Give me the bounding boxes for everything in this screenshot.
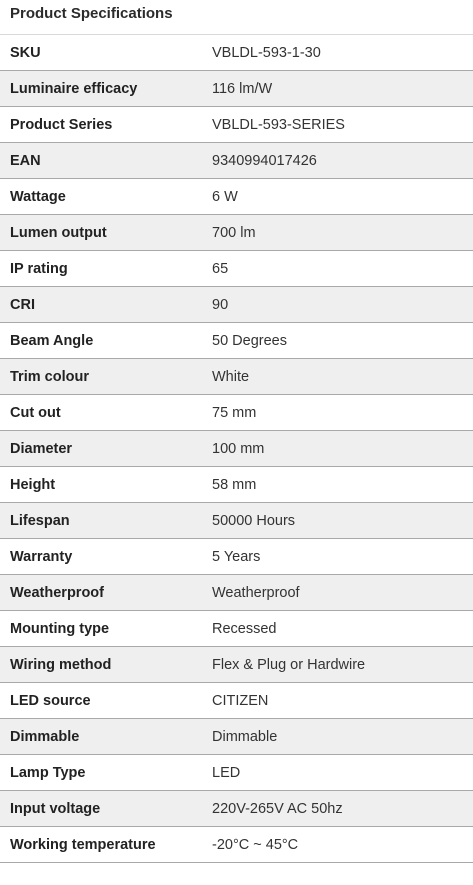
spec-row-beam-angle [0,323,473,359]
spec-label: Input voltage [10,800,101,817]
spec-value: 100 mm [212,440,265,457]
spec-row-diameter [0,431,473,467]
spec-row-ean [0,143,473,179]
spec-label: Mounting type [10,620,110,637]
spec-value: LED [212,764,241,781]
spec-label: Wattage [10,188,66,205]
spec-value: VBLDL-593-SERIES [212,116,345,133]
spec-row-wiring-method [0,647,473,683]
spec-label: EAN [10,152,41,169]
spec-row-weatherproof [0,575,473,611]
spec-label: Dimmable [10,728,80,745]
spec-row-cut-out [0,395,473,431]
spec-row-sku [0,35,473,71]
spec-row-lifespan [0,503,473,539]
spec-label: Diameter [10,440,73,457]
spec-label: Lumen output [10,224,107,241]
spec-label: CRI [10,296,35,313]
spec-label: Working temperature [10,836,156,853]
spec-row-input-voltage [0,791,473,827]
spec-value: 220V-265V AC 50hz [212,800,343,817]
spec-value: Flex & Plug or Hardwire [212,656,366,673]
spec-row-led-source [0,683,473,719]
spec-row-ip-rating [0,251,473,287]
spec-label: Cut out [10,404,61,421]
spec-row-warranty [0,539,473,575]
spec-label: IP rating [10,260,68,277]
spec-value: 700 lm [212,224,256,241]
spec-label: LED source [10,692,91,709]
spec-value: 50 Degrees [212,332,287,349]
spec-row-working-temperature [0,827,473,863]
spec-label: Warranty [10,548,73,565]
spec-row-lamp-type [0,755,473,791]
spec-row-product-series [0,107,473,143]
spec-row-cri [0,287,473,323]
spec-value: 9340994017426 [212,152,317,169]
spec-value: Weatherproof [212,584,300,601]
spec-value: 5 Years [212,548,261,565]
spec-label: SKU [10,44,41,61]
spec-label: Height [10,476,56,493]
spec-value: 65 [212,260,229,277]
spec-value: Recessed [212,620,277,637]
spec-label: Luminaire efficacy [10,80,138,97]
spec-value: -20°C ~ 45°C [212,836,299,853]
spec-label: Product Series [10,116,113,133]
spec-row-dimmable [0,719,473,755]
spec-value: CITIZEN [212,692,269,709]
spec-row-trim-colour [0,359,473,395]
spec-row-height [0,467,473,503]
spec-row-luminaire-efficacy [0,71,473,107]
spec-label: Beam Angle [10,332,94,349]
spec-value: 6 W [212,188,238,205]
page-title: Product Specifications [10,5,173,22]
spec-value: Dimmable [212,728,278,745]
spec-value: 116 lm/W [212,80,273,97]
spec-label: Weatherproof [10,584,104,601]
spec-value: VBLDL-593-1-30 [212,44,321,61]
spec-row-wattage [0,179,473,215]
spec-value: 75 mm [212,404,257,421]
spec-value: 90 [212,296,229,313]
spec-label: Wiring method [10,656,112,673]
spec-label: Lifespan [10,512,70,529]
spec-row-mounting-type [0,611,473,647]
spec-value: White [212,368,250,385]
spec-row-lumen-output [0,215,473,251]
spec-value: 50000 Hours [212,512,296,529]
spec-label: Lamp Type [10,764,86,781]
spec-value: 58 mm [212,476,257,493]
specifications-table [0,34,473,863]
spec-label: Trim colour [10,368,89,385]
